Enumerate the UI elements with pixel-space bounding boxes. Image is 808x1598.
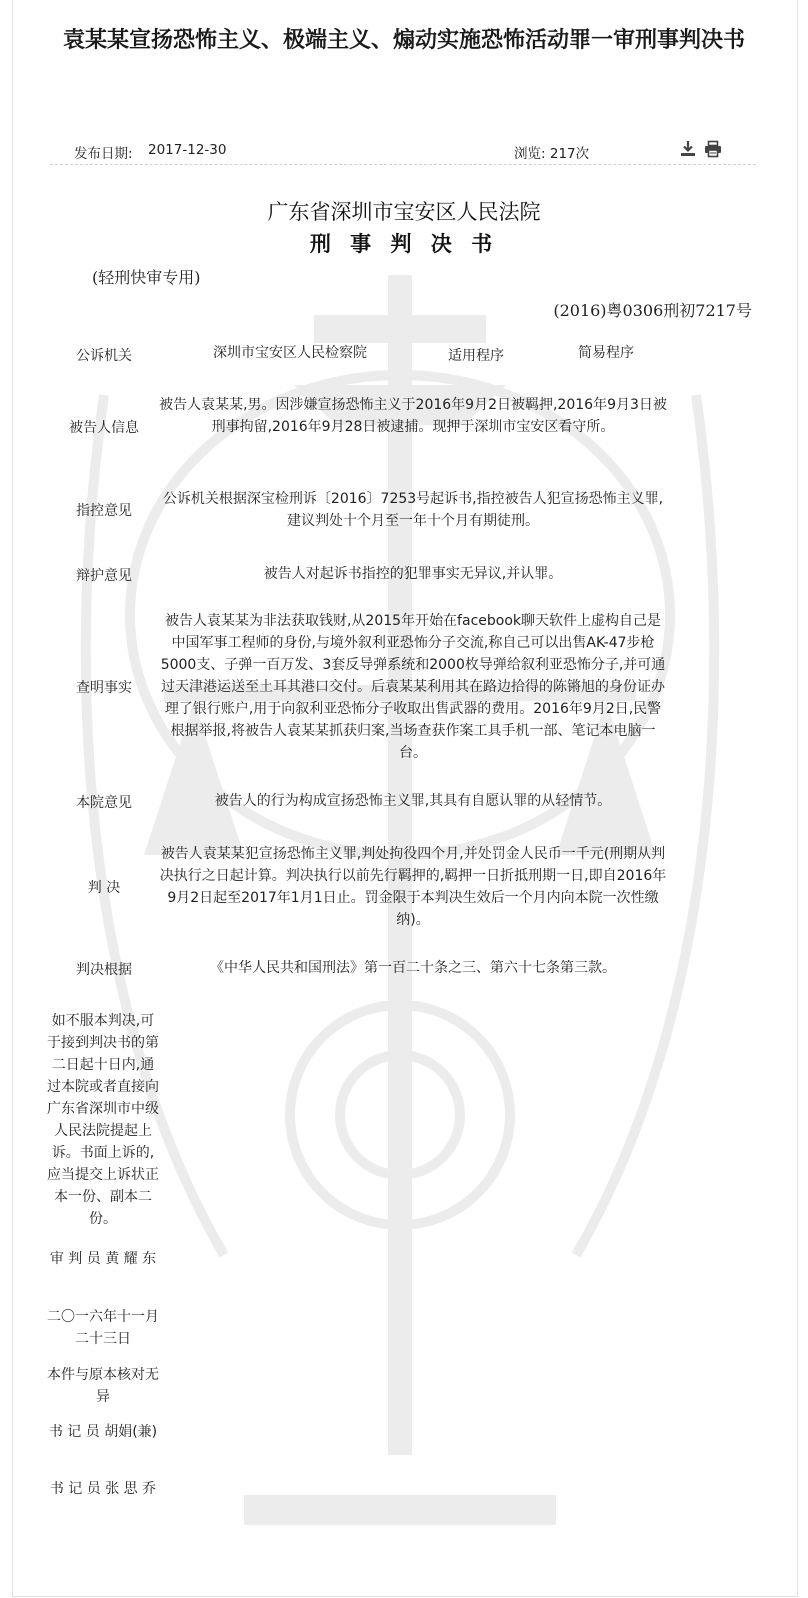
verified-note: 本件与原本核对无异 (47, 1367, 159, 1405)
procedure-value: 简易程序 (578, 345, 634, 361)
procedure-note: (轻刑快审专用) (92, 268, 201, 287)
clerk-signature-2: 书 记 员 张 思 乔 (49, 1481, 157, 1497)
appeal-notice: 如不服本判决,可于接到判决书的第二日起十日内,通过本院或者直接向广东省深圳市中级人民法院提起上诉。书面上诉的,应当提交上诉状正本一份、副本二份。 (47, 1013, 159, 1227)
prosecutor-label: 公诉机关 (76, 348, 132, 364)
case-number: (2016)粤0306刑初7217号 (553, 301, 752, 320)
opinion-value: 被告人的行为构成宣扬恐怖主义罪,其具有自愿认罪的从轻情节。 (214, 793, 612, 809)
views-label: 浏览: (514, 146, 546, 162)
court-name: 广东省深圳市宝安区人民法院 (267, 200, 541, 224)
accusation-label: 指控意见 (76, 503, 132, 519)
facts-value: 被告人袁某某为非法获取钱财,从2015年开始在facebook聊天软件上虚构自己是中国军事工程师的身份,与境外叙利亚恐怖分子交流,称自己可以出售AK-47步枪5000支、子弹一百万发、3套反导弹系统和2000枚导弹给叙利亚恐怖分子,并可通过天津港运送至土耳其港口交付。后袁某某利用其在路边拾得的陈锵旭的身份证办理了银行账户,用于向叙利亚恐怖分子收取出售武器的费用。2016年9月2日,民警根据举报,将被告人袁某某抓获归案,当场查获作案工具手机一部、笔记本电脑一台。 (160, 613, 666, 761)
meta-bar (50, 138, 756, 165)
defense-value: 被告人对起诉书指控的犯罪事实无异议,并认罪。 (263, 566, 563, 582)
facts-label: 查明事实 (76, 680, 132, 696)
accusation-value: 公诉机关根据深宝检刑诉〔2016〕7253号起诉书,指控被告人犯宣扬恐怖主义罪,建议判处十个月至一年十个月有期徒刑。 (162, 491, 664, 529)
opinion-label: 本院意见 (76, 795, 132, 811)
views-count: 217次 (549, 146, 590, 162)
procedure-label: 适用程序 (448, 348, 504, 364)
defendant-value: 被告人袁某某,男。因涉嫌宣扬恐怖主义于2016年9月2日被羁押,2016年9月3日被刑事拘留,2016年9月28日被逮捕。现押于深圳市宝安区看守所。 (159, 397, 667, 435)
judge-signature: 审 判 员 黄 耀 东 (49, 1251, 157, 1267)
page-title: 袁某某宣扬恐怖主义、极端主义、煽动实施恐怖活动罪一审刑事判决书 (62, 28, 745, 53)
basis-value: 《中华人民共和国刑法》第一百二十条之三、第六十七条第三款。 (210, 960, 616, 976)
download-icon[interactable] (680, 140, 696, 158)
judgment-date: 二〇一六年十一月二十三日 (47, 1309, 159, 1347)
published-date: 2017-12-30 (148, 142, 227, 158)
views-counter (514, 142, 589, 162)
basis-label: 判决根据 (76, 962, 132, 978)
document-type: 刑 事 判 决 书 (309, 231, 499, 256)
defense-label: 辩护意见 (76, 568, 132, 584)
prosecutor-value: 深圳市宝安区人民检察院 (213, 345, 367, 361)
clerk-signature-1: 书 记 员 胡娟(兼) (48, 1424, 158, 1440)
published-label: 发布日期: (74, 146, 133, 162)
printer-icon[interactable] (704, 140, 722, 158)
judgment-label: 判 决 (87, 880, 121, 896)
judgment-value: 被告人袁某某犯宣扬恐怖主义罪,判处拘役四个月,并处罚金人民币一千元(刑期从判决执行之日起计算。判决执行以前先行羁押的,羁押一日折抵刑期一日,即自2016年9月2日起至2017年1月1日止。罚金限于本判决生效后一个月内向本院一次性缴纳)。 (159, 846, 667, 928)
defendant-label: 被告人信息 (69, 420, 139, 436)
